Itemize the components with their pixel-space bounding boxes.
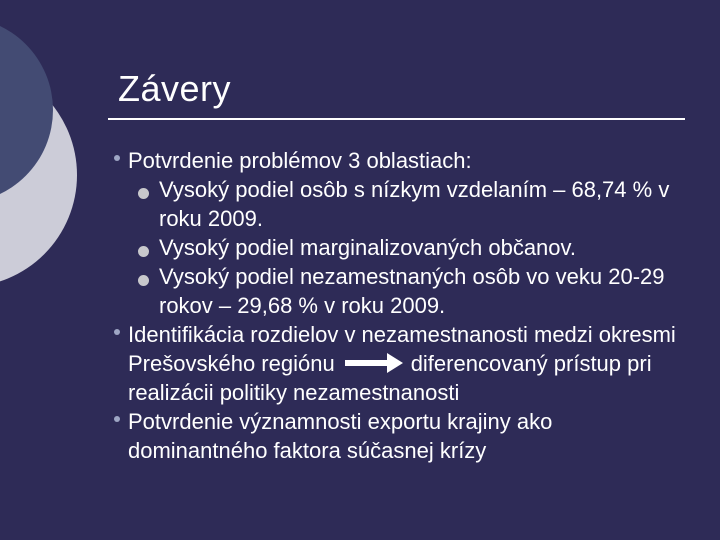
sub-list-item-text: Vysoký podiel nezamestnaných osôb vo veku 20-29 rokov – 29,68 % v roku 2009.: [159, 264, 665, 318]
list-item-text: Identifikácia rozdielov v nezamestnanosti medzi okresmi Prešovského regiónu: [128, 322, 676, 376]
slide-title: Závery: [118, 68, 232, 109]
list-item-text-continued: diferencovaný prístup pri realizácii politiky nezamestnanosti: [128, 351, 652, 405]
list-item: [0, 407, 720, 465]
list-item: [0, 146, 720, 175]
list-item: [0, 320, 720, 407]
sub-list-item: [0, 233, 720, 262]
bullet-list: [0, 146, 720, 465]
list-item-text: Potvrdenie problémov 3 oblastiach:: [128, 148, 472, 173]
bullet-icon: [114, 329, 120, 335]
sub-list-item-text: Vysoký podiel osôb s nízkym vzdelaním – 68,74 % v roku 2009.: [159, 177, 670, 231]
bullet-icon: [138, 275, 149, 286]
right-arrow-icon: [345, 353, 403, 373]
title-underline: [108, 118, 685, 120]
list-item-text: Potvrdenie významnosti exportu krajiny ako dominantného faktora súčasnej krízy: [128, 409, 553, 463]
bullet-icon: [114, 155, 120, 161]
sub-list-item-text: Vysoký podiel marginalizovaných občanov.: [159, 235, 577, 260]
bullet-icon: [114, 416, 120, 422]
sub-list-item: [0, 262, 720, 320]
sub-list-item: [0, 175, 720, 233]
bullet-icon: [138, 246, 149, 257]
bullet-icon: [138, 188, 149, 199]
